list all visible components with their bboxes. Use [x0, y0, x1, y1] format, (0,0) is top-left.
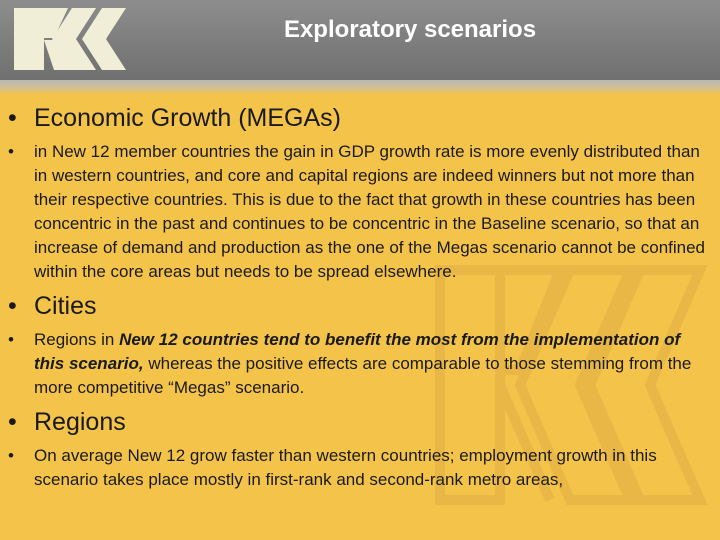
bullet-economic-growth-detail: [8, 140, 714, 284]
bullet-cities: [8, 290, 714, 322]
economic-growth-text: in New 12 member countries the gain in GDP growth rate is more evenly distributed than in western countries, and core and capital regions are indeed winners but not more than their respective countries. This is due to the fact that growth in these countries has been concentric in the past and continues to be concentric in the Baseline scenario, so that an increase of demand and production as the one of the Megas scenario cannot be confined within the core areas but needs to be spread elsewhere.: [34, 142, 706, 281]
cities-text-emphasis: New 12 countries tend to benefit the most from the implementation of this scenario,: [34, 330, 681, 373]
bullet-icon: •: [8, 104, 17, 132]
bullet-icon: •: [8, 330, 14, 349]
cities-text-suffix: whereas the positive effects are comparable to those stemming from the more competitive “Megas” scenario.: [34, 354, 692, 397]
brand-logo-icon: [4, 2, 136, 76]
bullet-icon: •: [8, 292, 17, 320]
heading-economic-growth: Economic Growth (MEGAs): [34, 104, 342, 132]
regions-text: On average New 12 grow faster than western countries; employment growth in this scenario takes place mostly in first-rank and second-rank metro areas,: [34, 446, 657, 489]
heading-regions: Regions: [34, 408, 126, 436]
bullet-icon: •: [8, 446, 14, 465]
bullet-regions: [8, 406, 714, 438]
slide-body: [8, 98, 714, 498]
slide-title: Exploratory scenarios: [283, 16, 537, 43]
header-divider: [0, 80, 720, 94]
cities-text: [34, 330, 691, 397]
cities-text-prefix: Regions in: [34, 330, 120, 349]
bullet-economic-growth: [8, 102, 714, 134]
bullet-icon: •: [8, 142, 14, 161]
slide-header-bar: [0, 0, 720, 80]
bullet-cities-detail: [8, 328, 714, 400]
heading-cities: Cities: [34, 292, 97, 320]
bullet-regions-detail: [8, 444, 714, 492]
bullet-icon: •: [8, 408, 17, 436]
